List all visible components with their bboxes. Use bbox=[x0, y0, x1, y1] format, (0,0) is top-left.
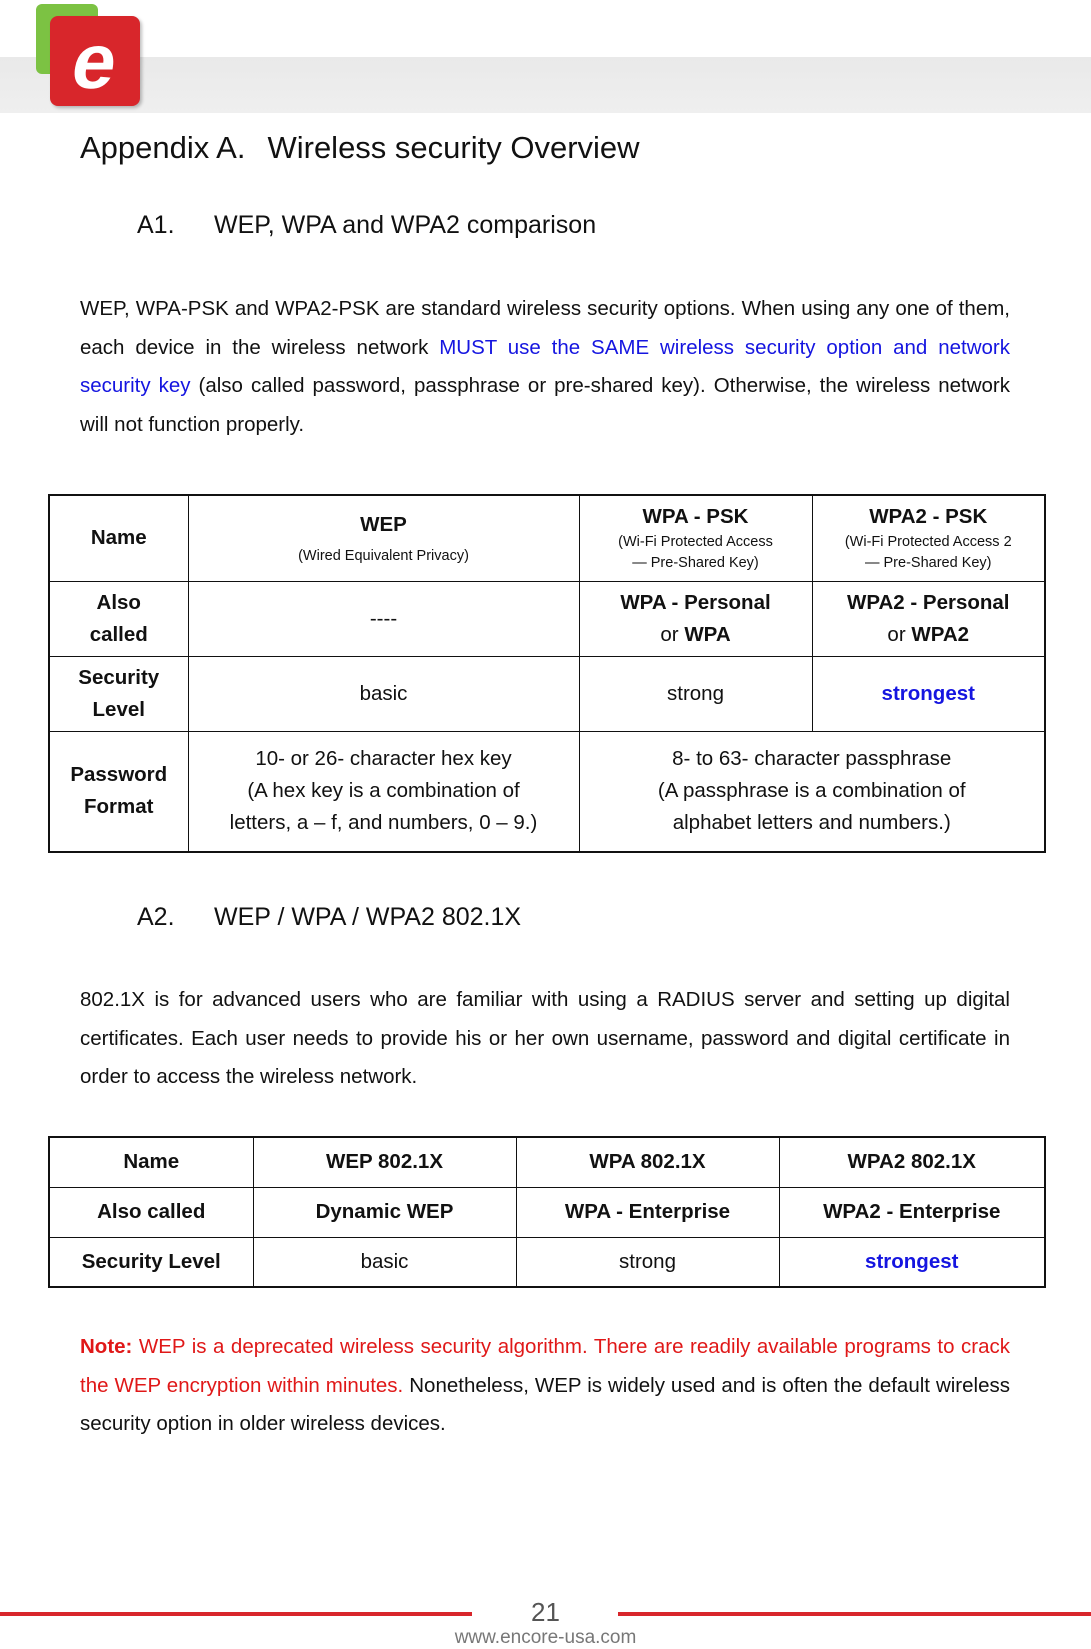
logo-e-mark: e bbox=[65, 17, 125, 105]
table-cell: basic bbox=[253, 1237, 516, 1287]
header-band bbox=[0, 57, 1091, 113]
password-format-label: Password Format bbox=[49, 731, 188, 852]
security-level-wpa: strong bbox=[579, 656, 812, 731]
note-paragraph: Note: WEP is a deprecated wireless security algorithm. There are readily available programs to crack the WEP encryption within minutes. Nonetheless, WEP is widely used and is often the default wireless security option in older wireless devices. bbox=[80, 1335, 1010, 1435]
also-called-wpa: WPA - Personal or WPA bbox=[579, 581, 812, 656]
header-name-cell: Name bbox=[49, 495, 188, 581]
psk-comparison-table bbox=[48, 494, 1046, 853]
password-format-wpa: 8- to 63- character passphrase (A passphrase is a combination of alphabet letters and numbers.) bbox=[579, 731, 1045, 852]
paragraph-8021x: 802.1X is for advanced users who are familiar with using a RADIUS server and setting up digital certificates. Each user needs to provide his or her own username, password and digital certificate in order to access the wireless network. bbox=[80, 988, 1010, 1088]
table-cell: WPA2 802.1X bbox=[779, 1137, 1045, 1187]
security-level-wep: basic bbox=[188, 656, 579, 731]
intro-highlight: MUST use the SAME wireless security option and network security key bbox=[80, 335, 1010, 397]
section-heading-a1: A1. WEP, WPA and WPA2 comparison bbox=[137, 211, 597, 239]
table-row bbox=[49, 1237, 1045, 1287]
table-cell: Name bbox=[49, 1137, 253, 1187]
table-row bbox=[49, 1187, 1045, 1237]
table-cell: Security Level bbox=[49, 1237, 253, 1287]
table-cell: WPA - Enterprise bbox=[516, 1187, 779, 1237]
table-cell: WPA 802.1X bbox=[516, 1137, 779, 1187]
security-level-label: Security Level bbox=[49, 656, 188, 731]
section-heading-a2: A2. WEP / WPA / WPA2 802.1X bbox=[137, 903, 522, 931]
enterprise-comparison-table bbox=[48, 1136, 1046, 1288]
footer-url: www.encore-usa.com bbox=[454, 1627, 637, 1648]
table-row bbox=[49, 1137, 1045, 1187]
encore-logo bbox=[36, 4, 146, 106]
page-number: 21 bbox=[531, 1597, 560, 1627]
table-cell: strongest bbox=[779, 1237, 1045, 1287]
also-called-wpa2: WPA2 - Personal or WPA2 bbox=[812, 581, 1045, 656]
table-row bbox=[49, 656, 1045, 731]
table-cell: WPA2 - Enterprise bbox=[779, 1187, 1045, 1237]
header-wpa-cell: WPA - PSK (Wi-Fi Protected Access — Pre-Shared Key) bbox=[579, 495, 812, 581]
also-called-label: Also called bbox=[49, 581, 188, 656]
table-row bbox=[49, 495, 1045, 581]
table-cell: strong bbox=[516, 1237, 779, 1287]
appendix-title: Appendix A. Wireless security Overview bbox=[80, 130, 640, 165]
header-wep-cell: WEP (Wired Equivalent Privacy) bbox=[188, 495, 579, 581]
table-cell: Dynamic WEP bbox=[253, 1187, 516, 1237]
table-row bbox=[49, 581, 1045, 656]
password-format-wep: 10- or 26- character hex key (A hex key is a combination of letters, a – f, and numbers, 0 – 9.) bbox=[188, 731, 579, 852]
table-row bbox=[49, 731, 1045, 852]
table-cell: WEP 802.1X bbox=[253, 1137, 516, 1187]
header-wpa2-cell: WPA2 - PSK (Wi-Fi Protected Access 2 — Pre-Shared Key) bbox=[812, 495, 1045, 581]
security-level-wpa2: strongest bbox=[812, 656, 1045, 731]
table-cell: Also called bbox=[49, 1187, 253, 1237]
intro-paragraph: WEP, WPA-PSK and WPA2-PSK are standard wireless security options. When using any one of them, each device in the wireless network MUST use the SAME wireless security option and network security key (also called password, passphrase or pre-shared key). Otherwise, the wireless network will not function properly. bbox=[80, 297, 1010, 436]
note-label: Note: bbox=[80, 1335, 133, 1358]
also-called-wep: ---- bbox=[188, 581, 579, 656]
